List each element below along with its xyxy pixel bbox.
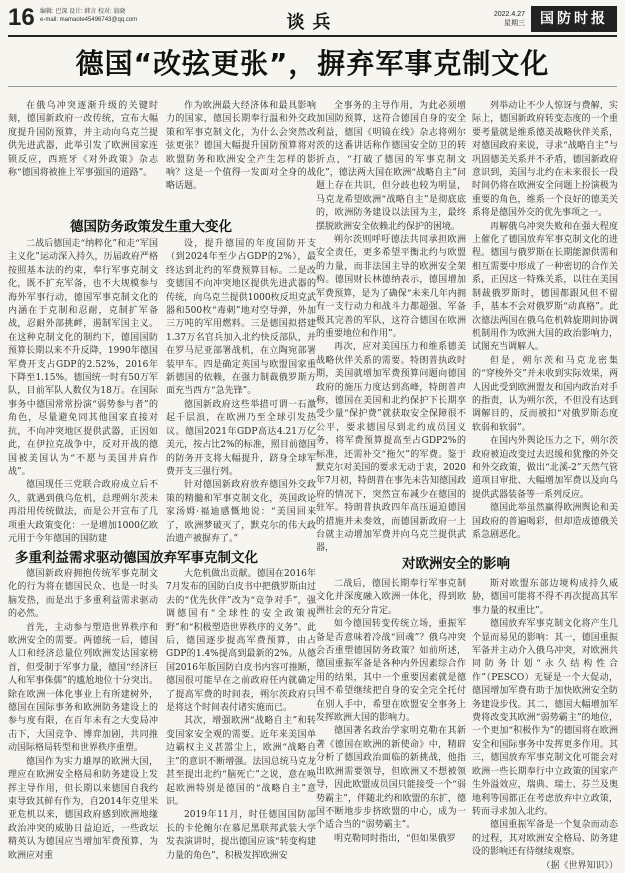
body-paragraph: 设，提升德国的年度国防开支（到2024年至少占GDP的2%），最终达到北约的军费预算目标。二是改变德国不向冲突地区提供先进武器的传统，向乌克兰提供1000枚反坦克武器和500枚“毒刺”地对空导弹，外加三万吨的军用燃料。三是德国拟搭建1.37万名官兵加入北约快反部队，并在罗马尼亚部署战机，在立陶宛部署装甲车。四是确定英国与欧盟国家重新德国的依赖，在强力制裁俄罗斯方面充当西方“急先锋”。 xyxy=(166,239,316,397)
body-paragraph: 德国新政府拥抱传统军事克制文化的行为将在德国民众、也是一时头脑发热，而是出于多重利益需求驱动的必然。 xyxy=(8,569,158,620)
body-paragraph: 再次，应对美国压力和维系德美战略伙伴关系的需要。特朗普执政时期，美国就增加军费预算问题向德国政府的施压力度达到高峰，特朗普声称，德国在美国和北约保护下长期享受少量“保护费”就获取安全保障很不公平，要求德国尽到北约成员国义务，将军费预算提高至占GDP2%的标准，还需补交“拖欠”的军费。鉴于默克尔对美国的要求无动于衷，2020年7月初，特朗普在事先未告知德国政府的情况下，突然宣布减少在德国的驻军。特朗普执政四年高压逼迫德国的措施并未奏效，而德国新政府一上台就主动增加军费并向乌克兰提供武器， xyxy=(316,342,466,554)
body-paragraph: 2019年11月，时任德国国防部长的卡伦鲍尔在慕尼黑联邦武装大学发表演讲时，提出德国应该“转变构建力量的角色”，积极发挥欧洲安 xyxy=(166,810,316,861)
body-paragraph: 但是，朔尔茨和马克龙密集的“穿梭外交”并未收到实际效果，两人因此受到欧洲盟友和国内政治对手的指责，认为朔尔茨，不但没有达到调解目的，反而被扣“对俄罗斯态度软弱和软弱”。 xyxy=(472,355,618,433)
credits-line-editors: 编辑: 巴深 设计: 韩言 校对: 翁晓 xyxy=(40,9,126,15)
body-paragraph: 二战后德国走“纳粹化”和走“军国主义化”运动深入持久，历届政府严格按照基本法的约束，奉行军事克制文化，既不扩充军备，也不大规模参与海外军事行动，德国军事克制文化的内涵在于克制和忍耐，克制扩军备战，忍耐外部挑衅，遏制军国主义。在这种克制文化的制约下，德国国防预算长期以来不升反降，1990年德国军费开支占GDP的2.52%，2016年下降至1.15%。德国统一时有50万军队，目前军队人数仅为18万。在国际事务中德国常常扮演“弱势参与者”的角色，尽量避免同其他国家直接对抗，不向冲突地区提供武器，正因如此，在伊拉克战争中，反对开战的德国被美国认为“不愿与美国并肩作战”。 xyxy=(8,239,158,477)
body-paragraph: 其次，增强欧洲“战略自主”和转变国家安全观的需要。近年来美国单边霸权主义甚嚣尘上，欧洲“战略自主”的意识不断增强。法国总统马克龙甚至提出北约“脑死亡”之说，意在唤起欧洲特别是德国的“战略自主”意识。 xyxy=(166,716,316,807)
intro-paragraph: 在俄乌冲突逐渐升级的关键时刻，德国新政府一改传统，宣布大幅度提升国防预算，并主动向乌克兰提供先进武器，此举引发了欧洲国家连锁反应，西班牙《对外政策》杂志称“德国将被推上军事强国的道路”。 xyxy=(8,101,158,179)
subhead-policy-change: 德国防务政策发生重大变化 xyxy=(70,219,232,235)
masthead xyxy=(8,6,617,36)
intro-paragraph: 作为欧洲最大经济体和最具影响力的国家，德国长期奉行温和外交政策和军事克制文化，为什么会突然改弦更张？德国大幅提升国防预算将对欧盟防务和欧洲安全产生怎样的影响？这是一个值得一发面对全身的战略话题。 xyxy=(166,101,316,192)
body-paragraph: 首先，主动参与塑造世界秩序和欧洲安全的需要。两德统一后，德国人口和经济总量位列欧洲发达国家榜首，但受制于军事力量，德国“经济巨人和军事侏儒”的尴尬地位十分突出。除在欧洲一体化事业上有所建树外，德国在国际事务和欧洲防务建设上的参与度有限，在百年未有之大变局冲击下，大国竞争、博弈加剧，共同推动国际格局转型和世界秩序重塑。 xyxy=(8,622,158,754)
body-paragraph: 德国著名政治学家明克勒在其新著《德国在欧洲的新使命》中，精辟分析了德国政治面临的新挑战，他指出欧洲需要领导，但欧洲又不想被领导，因此欧盟成员国只能接受一个“弱势霸主”，伴随北约和欧盟的东扩，德国不断地步步挤欧盟的中心，成为一个适合当的“弱势霸主”。 xyxy=(316,726,466,831)
section2-column-2 xyxy=(166,568,316,861)
body-paragraph: 大危机做出贡献。德国在2016年7月发布的国防白皮书中把俄罗斯由过去的“优先伙伴”改为“竞争对手”，强调德国有“全球性的安全政策视野”和“积极塑造世界秩序的义务”。此后，德国逐步提高军费预算，由占GDP的1.4%提高到最新的2%。从德国2016年版国防白皮书内容可推断，德国很可能早在之前政府任内就确定了提高军费的时间表，朔尔茨政府只是将这个时间表付诸实施而已。 xyxy=(166,569,316,714)
section2-column-1 xyxy=(8,568,158,861)
section3-column-2 xyxy=(472,578,618,871)
headline: 德国“改弦更张”，摒弃军事克制文化 xyxy=(75,47,550,80)
source-credit: （据《世界知识》） xyxy=(541,860,618,871)
newspaper-logo: 国防时报 xyxy=(531,6,617,32)
section3-column-1 xyxy=(316,578,466,858)
weekday-text: 星期三 xyxy=(504,20,525,27)
body-paragraph: 斯对欧盟东部边境构成持久威胁，德国可能将不得不再次提高其军事力量的权重比”。 xyxy=(472,579,618,616)
intro-column-2 xyxy=(166,100,316,210)
section1-column-2 xyxy=(166,238,316,544)
body-paragraph: 明克勒同时指出，“但如果俄罗 xyxy=(334,833,456,844)
upper-column-3 xyxy=(316,100,466,554)
body-paragraph: 德国新政府这些举措可谓一石激起千层浪，在欧洲乃至全球引发热议。德国2021年GDP高达4.21万亿美元，按占比2%的标准，照目前德国的防务开支将大幅提升，跻身全球军费开支三强行列。 xyxy=(166,399,316,477)
upper-column-4 xyxy=(472,100,618,540)
page-number: 16 xyxy=(8,4,35,31)
body-paragraph: 德国作为实力雄厚的欧洲大国，理应在欧洲安全格局和防务建设上发挥主导作用，但长期以来德国自我约束导致其鲜有作为，自2014年克里米亚危机以来，德国政府感到欧洲地缘政治冲突的威胁日益迫近，一些政坛精英认为德国应当增加军费预算，为欧洲应对重 xyxy=(8,756,158,861)
body-paragraph: 再解俄乌冲突失败和在强大程度上催化了德国放弃军事克制文化的进程。德国与俄罗斯在长期能源供需和相互需要中形成了一种密切的合作关系，正因这一特殊关系，以往在美国制裁俄罗斯时，德国都跟风但不留手，基本不会对俄罗斯“动真格”。此次德法两国在俄乌危机斡旋期间协调机制用作为欧洲大国的政治影响力，试图充当调解人。 xyxy=(472,221,618,353)
credits-line-email: e-mail: mamaote45496743@qq.com xyxy=(40,17,138,23)
subhead-impact: 对欧洲安全的影响 xyxy=(402,556,510,572)
section1-column-1 xyxy=(8,238,158,544)
headline-rule xyxy=(8,86,617,87)
intro-column-1 xyxy=(8,100,158,210)
section-title: 谈兵 xyxy=(286,12,339,33)
body-paragraph: 在国内外舆论压力之下，朔尔茨政府被迫改变过去迟缓和犹豫的外交和外交政策，做出“北溪-2”天然气管道项目审批、大幅增加军费以及向乌提供武器装备等一系列反应。 xyxy=(472,436,618,500)
body-paragraph: 德国此举虽然赢得欧洲舆论和美国政府的普遍喝彩，但却造成德俄关系急剧恶化。 xyxy=(472,503,618,540)
issue-date xyxy=(494,10,525,28)
subhead-interest-drivers: 多重利益需求驱动德国放弃军事克制文化 xyxy=(15,550,258,566)
body-paragraph: 列举动让不少人惊讶与费解，实际上，德国新政府转变态度的一个重要考量就是维系德美战略伙伴关系，对德国政府来说，寻求“战略自主”与巩固德美关系并不矛盾，德国新政府意识到，美国与北约在未来很长一段时间仍将在欧洲安全问题上扮演极为重要的角色，维系一个良好的德美关系将是德国外交的优先事项之一。 xyxy=(472,101,618,219)
body-paragraph: 如今德国转变传统立场，重振军备是否意味着冷战“回魂”？俄乌冲突会否重塑德国防务政策？如前所述，德国重振军备是各种内外因素综合作用的结果，其中一个重要因素就是德国不希望继续把自身的安全完全托付在别人手中，希望在欧盟安全事务上发挥欧洲大国的影响力。 xyxy=(316,619,466,724)
date-text: 2022.4.27 xyxy=(493,11,525,18)
body-paragraph: 针对德国新政府放弃德国外交政策的精髓和军事克制文化，英国政论家汤姆·福迪感慨地说：“美国回来了，欧洲梦破灭了，默克尔的伟大政治遗产被摒弃了。” xyxy=(166,480,316,544)
body-paragraph: 德国放弃军事克制文化将产生几个显而易见的影响：其一，德国重振军备并主动介入俄乌冲突，对欧洲共同防务计划“永久结构性合作”（PESCO）无疑是一个大促动，德国增加军费有助于加快欧洲安全防务建设步伐。其二，德国大幅增加军费将改变其欧洲“弱势霸主”的地位，一个更加“积极作为”的德国将在欧洲安全和国际事务中发挥更多作用。其三，德国放弃军事克制文化可能会对欧洲一些长期奉行中立政策的国家产生外溢效应，瑞典、瑞士、芬兰及奥地利等国都正在考虑放弃中立政策，转而寻求加入北约。 xyxy=(472,619,618,817)
body-paragraph: 朔尔茨则呼吁德法共同承担欧洲安全责任，更多希望平衡北约与欧盟的力量，而非法国主导的欧洲安全架构。德国财长林德纳表示，德国增加军费预算，是为了确保“未来几年内拥有一支行动力和战斗力都超强、军备极其完善的军队，这符合德国在欧洲的重要地位和作用”。 xyxy=(316,235,466,339)
body-paragraph: 二战后，德国长期奉行军事克制文化并深度融入欧洲一体化，得到欧洲社会的充分肯定。 xyxy=(316,579,466,616)
body-paragraph: 德国重振军备是一个复杂而动态的过程，其对欧洲安全格局、防务建设的影响还有待继续观察。 xyxy=(472,820,618,858)
masthead-rule xyxy=(8,35,617,37)
body-paragraph: 全事务的主导作用，为此必须增加国防预算，这符合德国自身的安全利益，德国《明镜在线》杂志将朔尔茨的这番讲话称作德国安全防卫的转折点，“打破了德国的军事克制文化”，德法两大国在欧洲“战略自主”问题上存在共识，但分歧也较为明显，马克龙希望欧洲“战略自主”是彻底底的，欧洲防务建设以法国为主，最终摆脱欧洲安全依赖北约保护的困境。 xyxy=(316,101,466,232)
body-paragraph: 德国现任三党联合政府成立后不久，就遇到俄乌危机，总理朔尔茨未再沿用传统做法，而是公开宣布了几项重大政策变化：一是增加1000亿欧元用于今年德国的国防建 xyxy=(8,480,158,544)
